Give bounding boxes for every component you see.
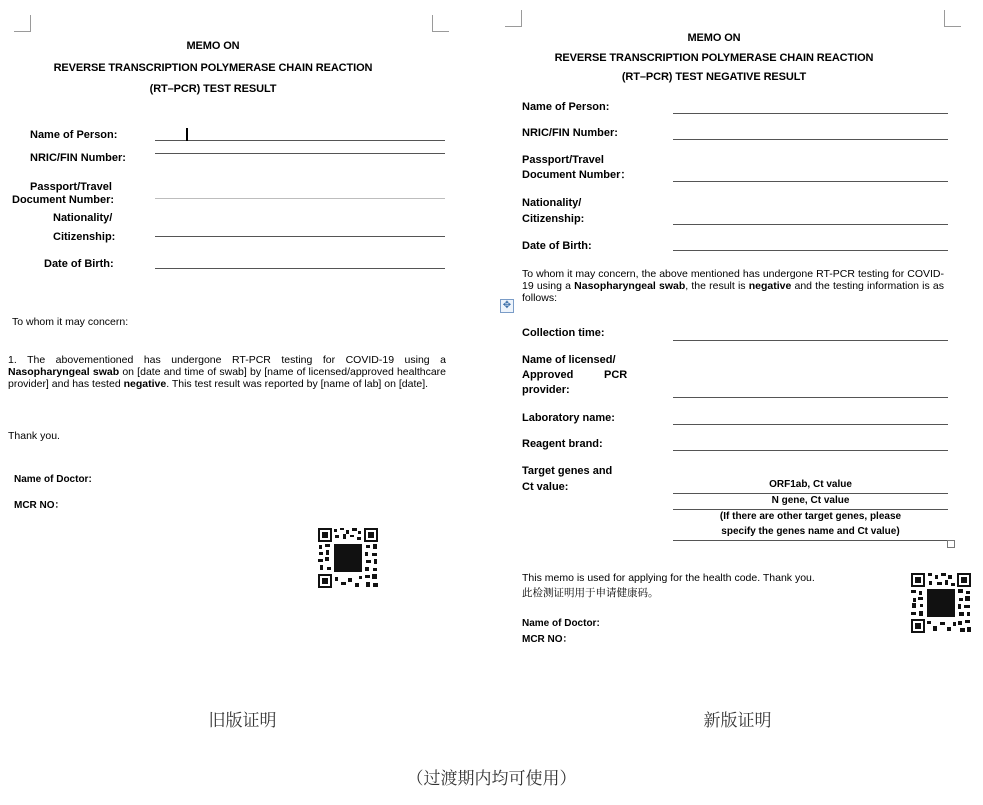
new-field-passport-label-2: Document Number：: [522, 169, 632, 181]
new-field-nric-label: NRIC/FIN Number:: [522, 127, 618, 139]
new-provider-label-2b: PCR: [604, 369, 628, 381]
old-body-bold-swab: Nasopharyngeal swab: [8, 366, 120, 378]
new-memo-title-line-1: MEMO ON: [687, 32, 741, 44]
new-lab-label: Laboratory name:: [522, 412, 615, 424]
new-body-text-1: To whom it may concern, the above mentioned has undergone RT-PCR testing for COVID-19 using a: [522, 268, 944, 292]
old-field-passport-label-2: Document Number:: [12, 194, 115, 206]
new-field-passport-line[interactable]: [673, 181, 948, 182]
text-cursor: [186, 128, 188, 141]
new-field-nationality-line[interactable]: [673, 224, 948, 225]
new-target-label-1: Target genes and: [522, 465, 613, 477]
old-field-passport-label-1: Passport/Travel: [30, 181, 112, 193]
gene-other-note-1: (If there are other target genes, please: [719, 511, 902, 522]
old-qr-code: [317, 527, 379, 589]
old-body-bold-negative: negative: [123, 378, 167, 390]
new-body-text-3: and the testing information is as follows:: [522, 280, 945, 304]
old-field-nationality-label-2: Citizenship:: [53, 231, 116, 243]
new-field-nationality-label-1: Nationality/: [522, 197, 582, 209]
old-memo-title-line-1: MEMO ON: [186, 40, 240, 52]
new-memo-title-line-2: REVERSE TRANSCRIPTION POLYMERASE CHAIN REACTION: [554, 52, 874, 64]
old-memo-title-line-2: REVERSE TRANSCRIPTION POLYMERASE CHAIN REACTION: [53, 62, 373, 74]
old-thanks: Thank you.: [8, 430, 60, 442]
new-field-name-label: Name of Person:: [522, 101, 610, 113]
new-target-label-2: Ct value:: [522, 481, 569, 493]
new-provider-label-2a: Approved: [522, 369, 574, 381]
crop-mark-top-right: [944, 10, 961, 27]
old-field-nric-line[interactable]: [155, 153, 445, 154]
old-field-name-label: Name of Person:: [30, 129, 118, 141]
new-body-bold-negative: negative: [748, 280, 792, 292]
old-body-text-1: 1. The abovementioned has undergone RT-PCR testing for COVID-19 using a: [8, 354, 446, 366]
old-doctor-label: Name of Doctor:: [14, 474, 92, 485]
gene-n: N gene, Ct value: [771, 495, 850, 506]
new-field-dob-label: Date of Birth:: [522, 240, 592, 252]
caption-transition-note: （过渡期内均可使用）: [406, 769, 577, 789]
old-mcr-label: MCR NO：: [14, 500, 65, 511]
caption-old-version: 旧版证明: [208, 711, 277, 731]
old-field-nationality-label-1: Nationality/: [53, 212, 113, 224]
new-provider-label-1: Name of licensed/: [522, 354, 616, 366]
gene-orf1ab-line[interactable]: [673, 493, 948, 494]
old-field-nationality-line[interactable]: [155, 236, 445, 237]
new-field-name-line[interactable]: [673, 113, 948, 114]
new-field-nationality-label-2: Citizenship:: [522, 213, 585, 225]
new-footer-english: This memo is used for applying for the health code. Thank you.: [522, 572, 815, 584]
caption-new-version: 新版证明: [703, 711, 772, 731]
old-body-text-2: on [date and time of swab] by [name of licensed/approved healthcare provider] and has tested: [8, 366, 446, 390]
old-salutation: To whom it may concern:: [12, 316, 129, 328]
crop-mark-top-left: [14, 15, 31, 32]
new-collection-label: Collection time:: [522, 327, 605, 339]
new-body-bold-swab: Nasopharyngeal swab: [574, 280, 686, 292]
table-resize-handle-icon[interactable]: [947, 540, 955, 548]
gene-other-line[interactable]: [673, 540, 948, 541]
new-lab-line[interactable]: [673, 424, 948, 425]
new-mcr-label: MCR NO：: [522, 634, 573, 645]
old-field-dob-line[interactable]: [155, 268, 445, 269]
old-field-nric-label: NRIC/FIN Number:: [30, 152, 126, 164]
crop-mark-top-right: [432, 15, 449, 32]
new-field-dob-line[interactable]: [673, 250, 948, 251]
new-body-paragraph: [522, 268, 944, 304]
old-field-dob-label: Date of Birth:: [44, 258, 114, 270]
new-provider-label-3: provider:: [522, 384, 570, 396]
old-body-paragraph: [8, 354, 446, 390]
new-qr-code: [910, 572, 972, 634]
old-field-passport-line[interactable]: [155, 198, 445, 199]
new-doctor-label: Name of Doctor:: [522, 618, 600, 629]
new-provider-line[interactable]: [673, 397, 948, 398]
gene-orf1ab: ORF1ab, Ct value: [769, 479, 852, 490]
new-reagent-line[interactable]: [673, 450, 948, 451]
old-memo-title-line-3: (RT–PCR) TEST RESULT: [149, 83, 277, 95]
crop-mark-top-left: [505, 10, 522, 27]
new-memo-title-line-3: (RT–PCR) TEST NEGATIVE RESULT: [621, 71, 807, 83]
new-field-nric-line[interactable]: [673, 139, 948, 140]
gene-n-line[interactable]: [673, 509, 948, 510]
gene-other-note-2: specify the genes name and Ct value): [721, 526, 900, 537]
new-body-text-2: , the result is: [685, 280, 749, 292]
old-body-text-3: . This test result was reported by [name of lab] on [date].: [166, 378, 429, 390]
new-collection-line[interactable]: [673, 340, 948, 341]
new-reagent-label: Reagent brand:: [522, 438, 603, 450]
table-move-handle-icon[interactable]: ✥: [500, 299, 514, 313]
new-footer-chinese: 此检测证明用于申请健康码。: [522, 587, 659, 599]
new-field-passport-label-1: Passport/Travel: [522, 154, 604, 166]
old-field-name-line[interactable]: [155, 140, 445, 141]
